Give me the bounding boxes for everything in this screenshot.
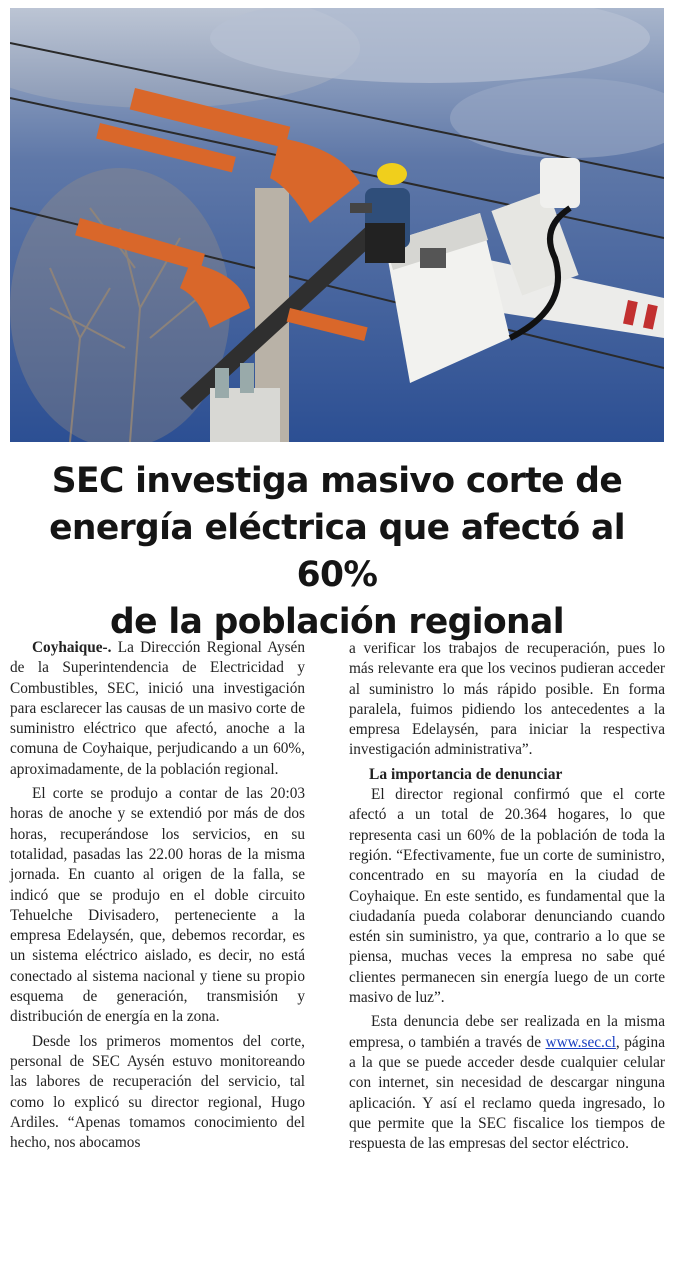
article-photo xyxy=(10,8,664,442)
paragraph-3-continued: a verificar los trabajos de recuperación, pues lo más relevante era que los vecinos pudieran acceder al suministro lo más rápido posible. En forma paralela, fuimos pidiendo los antecedentes a la empresa Edelaysén, para iniciar la respectiva investigación administrativa”. xyxy=(349,640,665,759)
subheading: La importancia de denunciar xyxy=(369,765,563,783)
headline-line-1: SEC investiga masivo corte de xyxy=(51,461,623,501)
paragraph-5-text-before: Esta denuncia debe ser realizada en la misma empresa, o también a través de xyxy=(349,1013,665,1051)
paragraph-3: Desde los primeros momentos del corte, personal de SEC Aysén estuvo monitoreando las labores de recuperación del servicio, tal como lo explicó su director regional, Hugo Ardiles. “Apenas tomamos conocimiento del hecho, nos abocamos xyxy=(10,1032,305,1152)
dateline: Coyhaique-. xyxy=(32,639,112,656)
photo-lineman-bucket-truck-icon xyxy=(10,8,664,442)
paragraph-4: El director regional confirmó que el corte afectó a un total de 20.364 hogares, lo que representa casi un 60% de la población de toda la región. “Efectivamente, fue un corte de suministro, concentrado en su mayoría en la ciudad de Coyhaique. En este sentido, es fundamental que la ciudadanía pueda colaborar denunciando cuando estén sin suministro, ya que, contrario a lo que se piensa, muchas veces la empresa no sabe qué clientes permanecen sin energía luego de un corte masivo de luz”. xyxy=(349,786,665,1007)
headline xyxy=(10,458,664,646)
headline-line-3: de la población regional xyxy=(110,602,564,642)
article-column-right xyxy=(349,639,665,1158)
paragraph-5-text-after: , página a la que se puede acceder desde cualquier celular con internet, sin necesidad de descargar ninguna aplicación. Y así el reclamo queda ingresado, lo que permite que la SEC fiscalice los tiempos de respuesta de las empresas del sector eléctrico. xyxy=(349,1033,665,1153)
sec-website-link[interactable]: www.sec.cl xyxy=(545,1033,616,1051)
article-column-left xyxy=(10,638,305,1157)
headline-line-2: energía eléctrica que afectó al 60% xyxy=(49,508,625,595)
paragraph-2: El corte se produjo a contar de las 20:03 horas de anoche y se extendió por más de dos horas, recuperándose los servicios, en su totalidad, pasadas las 22.00 horas de la misma jornada. En cuanto al origen de la falla, se indicó que se produjo en el doble circuito Tehuelche Divisadero, perteneciente a la empresa Edelaysén, que, debemos recordar, es un sistema eléctrico aislado, es decir, no está conectado al sistema nacional y tiene su propio esquema de generación, transmisión y distribución de energía en la zona. xyxy=(10,785,305,1026)
paragraph-1 xyxy=(10,638,305,780)
paragraph-1-text: La Dirección Regional Aysén de la Superintendencia de Electricidad y Combustibles, SEC, inició una investigación para esclarecer las causas de un masivo corte de suministro eléctrico que afectó, anoche a la comuna de Coyhaique, perjudicando a un 60%, aproximadamente, de la población regional. xyxy=(10,639,305,778)
paragraph-5 xyxy=(349,1012,665,1154)
